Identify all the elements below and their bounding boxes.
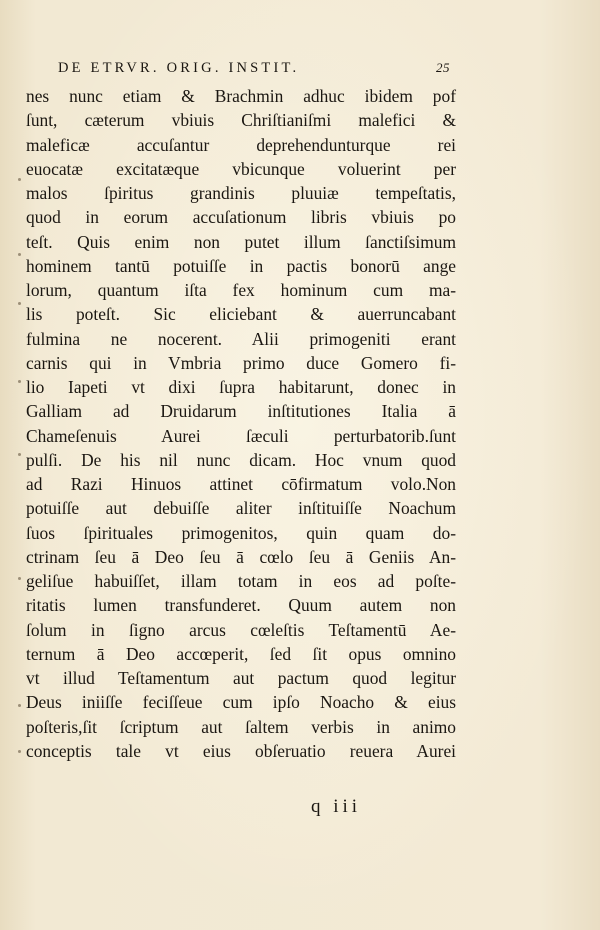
text-line: malos ſpiritus grandinis pluuiæ tempeſtatis,	[26, 183, 456, 203]
text-line: maleficæ accuſantur deprehendunturque rei	[26, 134, 456, 155]
page-header	[58, 60, 450, 82]
text-line: ſuos ſpirituales primogenitos, quin quam do-	[26, 522, 456, 543]
margin-speck	[18, 302, 21, 305]
text-line: Chameſenuis Aurei ſæculi perturbatorib.ſunt	[26, 425, 456, 446]
text-line: carnis qui in Vmbria primo duce Gomero fi-	[26, 352, 456, 373]
text-line: ctrinam ſeu ā Deo ſeu ā cœlo ſeu ā Geniis An-	[26, 546, 456, 567]
margin-speck	[18, 704, 21, 707]
text-line: lis poteſt. Sic eliciebant & auerruncabant	[26, 304, 456, 325]
text-line: conceptis tale vt eius obſeruatio reuera Aurei	[26, 740, 456, 761]
text-line: lorum, quantum iſta fex hominum cum ma-	[26, 280, 456, 300]
margin-speck	[18, 453, 21, 456]
text-line: ſunt, cæterum vbiuis Chriſtianiſmi malefici &	[26, 110, 456, 131]
text-line: lio Iapeti vt dixi ſupra habitarunt, donec in	[26, 377, 456, 397]
text-line: ritatis lumen transfunderet. Quum autem non	[26, 595, 456, 616]
margin-speck	[18, 253, 21, 256]
page-number: 25	[436, 60, 450, 75]
text-line: ſolum in ſigno arcus cœleſtis Teſtamentū Ae-	[26, 619, 456, 640]
margin-speck	[18, 380, 21, 383]
text-line: euocatæ excitatæque vbicunque voluerint per	[26, 158, 456, 179]
text-line: ad Razi Hinuos attinet cōfirmatum volo.Non	[26, 474, 456, 494]
signature-mark: q iii	[311, 796, 362, 817]
body-text	[26, 84, 456, 763]
text-line: pulſi. De his nil nunc dicam. Hoc vnum quod	[26, 449, 456, 470]
text-line: teſt. Quis enim non putet illum ſanctiſsimum	[26, 231, 456, 252]
margin-speck	[18, 577, 21, 580]
text-line: Galliam ad Druidarum inſtitutiones Italia ā	[26, 401, 456, 422]
text-line: geliſue habuiſſet, illam totam in eos ad poſte-	[26, 571, 456, 591]
margin-speck	[18, 750, 21, 753]
text-line: potuiſſe aut debuiſſe aliter inſtituiſſe Noachum	[26, 498, 456, 519]
text-line: hominem tantū potuiſſe in pactis bonorū ange	[26, 255, 456, 276]
text-line: fulmina ne nocerent. Alii primogeniti erant	[26, 328, 456, 349]
text-line: nes nunc etiam & Brachmin adhuc ibidem pof	[26, 86, 456, 106]
text-line: quod in eorum accuſationum libris vbiuis po	[26, 207, 456, 228]
text-line: vt illud Teſtamentum aut pactum quod legitur	[26, 668, 456, 688]
margin-speck	[18, 178, 21, 181]
text-line: poſteris,ſit ſcriptum aut ſaltem verbis in animo	[26, 716, 456, 737]
text-line: ternum ā Deo accœperit, ſed ſit opus omnino	[26, 643, 456, 664]
text-line: Deus iniiſſe feciſſeue cum ipſo Noacho & eius	[26, 692, 456, 713]
running-head: DE ETRVR. ORIG. INSTIT.	[58, 60, 300, 76]
